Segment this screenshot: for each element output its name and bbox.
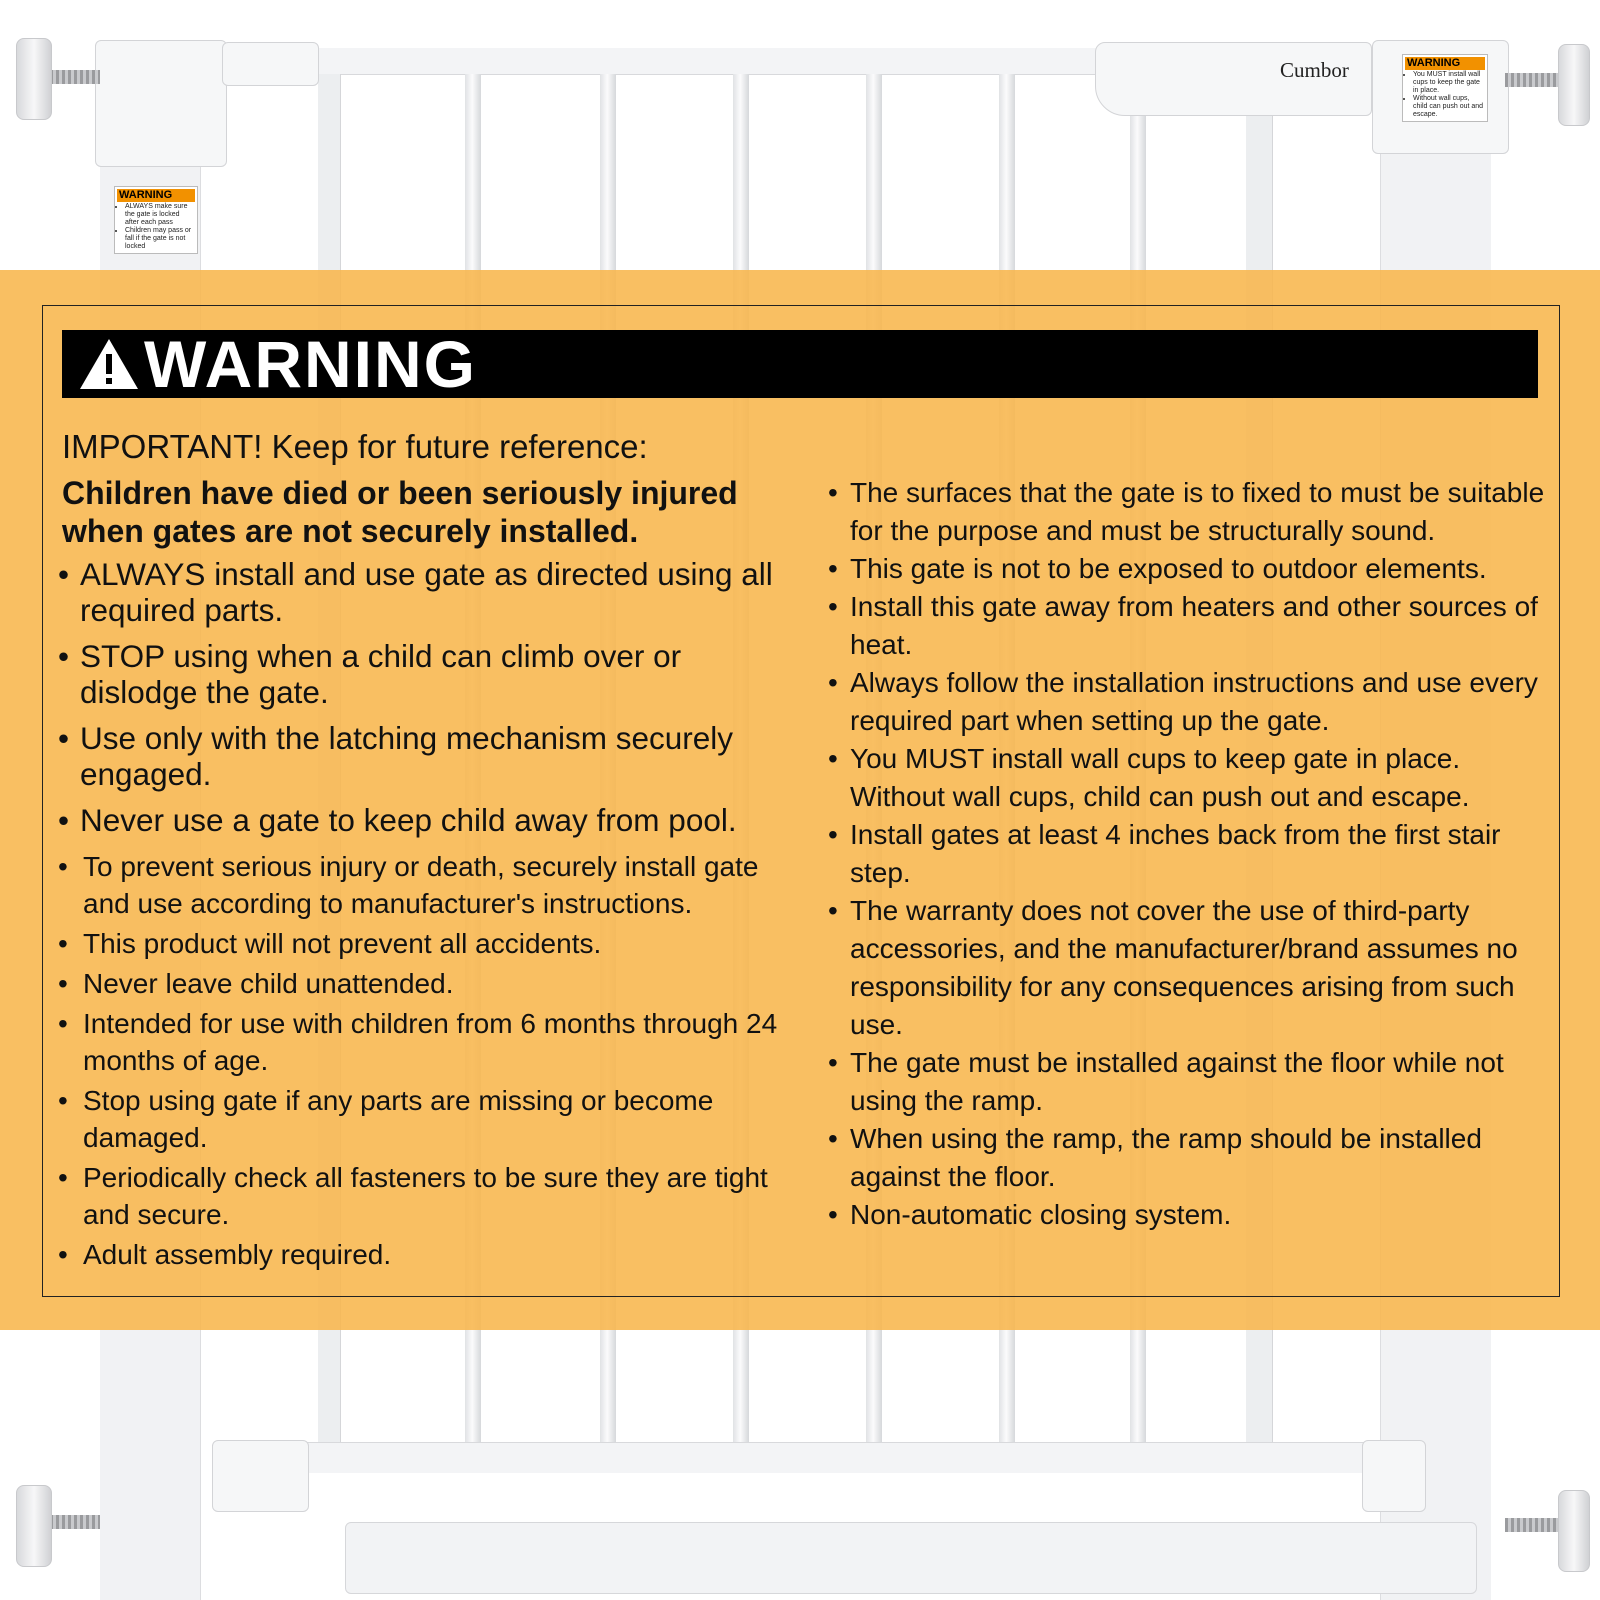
- warning-item: • When using the ramp, the ramp should be installed against the floor.: [850, 1120, 1550, 1196]
- warning-item: • This product will not prevent all accidents.: [80, 925, 780, 962]
- warning-item: • Use only with the latching mechanism securely engaged.: [80, 720, 780, 792]
- wall-cup-warning-sticker: [1402, 54, 1488, 122]
- warning-item: • Always follow the installation instructions and use every required part when setting up the gate.: [850, 664, 1550, 740]
- warning-item: • Periodically check all fasteners to be sure they are tight and secure.: [80, 1159, 780, 1233]
- left-hinge-bracket: [95, 40, 227, 167]
- sticker-line: • Without wall cups, child can push out and escape.: [1413, 95, 1485, 119]
- warning-item: • The surfaces that the gate is to fixed to must be suitable for the purpose and must be structurally sound.: [850, 474, 1550, 550]
- warning-title: WARNING: [144, 327, 477, 401]
- warning-item: • Adult assembly required.: [80, 1236, 780, 1273]
- warning-item: • Never leave child unattended.: [80, 965, 780, 1002]
- left-bottom-bracket: [212, 1440, 309, 1512]
- warning-item: • Non-automatic closing system.: [850, 1196, 1550, 1234]
- warning-item: • This gate is not to be exposed to outdoor elements.: [850, 550, 1550, 588]
- sticker-line: • ALWAYS make sure the gate is locked after each pass: [125, 203, 195, 227]
- right-bottom-bracket: [1362, 1440, 1426, 1512]
- warning-item: • Install gates at least 4 inches back from the first stair step.: [850, 816, 1550, 892]
- pressure-knob: [16, 38, 52, 120]
- gate-ramp: [345, 1522, 1477, 1594]
- warning-item: • Stop using gate if any parts are missing or become damaged.: [80, 1082, 780, 1156]
- sticker-line: • Children may pass or fall if the gate is not locked: [125, 227, 195, 251]
- warning-item: • Intended for use with children from 6 months through 24 months of age.: [80, 1005, 780, 1079]
- warning-list-right: [850, 474, 1550, 1234]
- important-note: IMPORTANT! Keep for future reference:: [62, 428, 648, 465]
- warning-item: • STOP using when a child can climb over or dislodge the gate.: [80, 638, 780, 710]
- pressure-bolt: [1505, 73, 1560, 87]
- pressure-knob: [16, 1485, 52, 1567]
- warning-item: • ALWAYS install and use gate as directed using all required parts.: [80, 556, 780, 628]
- warning-heading: [78, 325, 477, 403]
- left-top-latch: [222, 42, 319, 86]
- lead-statement: Children have died or been seriously injured when gates are not securely installed.: [62, 475, 738, 549]
- pressure-knob: [1558, 1490, 1590, 1572]
- warning-item: • To prevent serious injury or death, securely install gate and use according to manufacturer's instructions.: [80, 848, 780, 922]
- warning-item: • The gate must be installed against the floor while not using the ramp.: [850, 1044, 1550, 1120]
- gate-bottom-rail: [300, 1442, 1380, 1473]
- warning-item: • Never use a gate to keep child away from pool.: [80, 802, 780, 838]
- pressure-bolt: [1505, 1518, 1560, 1532]
- warning-item: • You MUST install wall cups to keep gate in place. Without wall cups, child can push out and escape.: [850, 740, 1550, 816]
- warning-triangle-icon: [78, 337, 140, 391]
- pressure-knob: [1558, 44, 1590, 126]
- warning-item: • Install this gate away from heaters and other sources of heat.: [850, 588, 1550, 664]
- sticker-header: WARNING: [1405, 57, 1485, 70]
- lock-warning-sticker: [114, 186, 198, 254]
- warning-item: • The warranty does not cover the use of third-party accessories, and the manufacturer/brand assumes no responsibility for any consequences arising from such use.: [850, 892, 1550, 1044]
- sticker-line: • You MUST install wall cups to keep the gate in place.: [1413, 71, 1485, 95]
- brand-logo: Cumbor: [1280, 58, 1349, 82]
- sticker-header: WARNING: [117, 189, 195, 202]
- warning-list-left: [80, 556, 780, 1276]
